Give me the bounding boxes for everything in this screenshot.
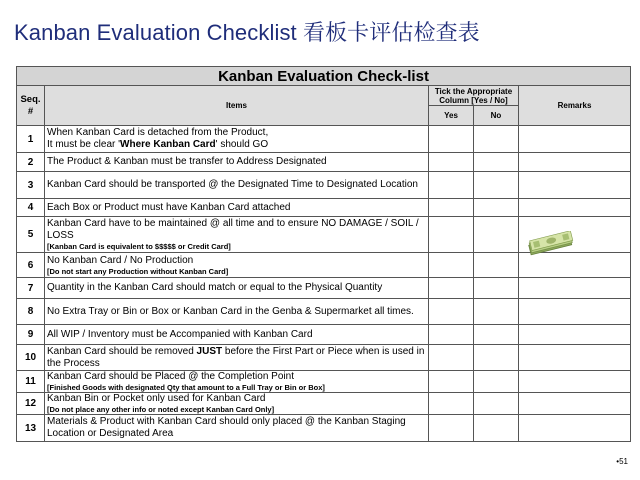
seq-cell: 4 [17,199,45,217]
no-cell[interactable] [474,325,519,345]
no-cell[interactable] [474,253,519,278]
table-row [17,415,631,442]
item-cell [45,415,429,442]
no-cell[interactable] [474,172,519,199]
yes-cell[interactable] [429,393,474,415]
no-header: No [474,106,519,126]
no-cell[interactable] [474,371,519,393]
yes-cell[interactable] [429,325,474,345]
remarks-cell[interactable] [519,126,631,153]
item-text: before the First Part or Piece when is used in the Process [47,345,425,369]
item-cell [45,325,429,345]
seq-cell: 6 [17,253,45,278]
item-bold-text: JUST [196,345,223,357]
item-cell [45,299,429,325]
no-cell[interactable] [474,217,519,253]
yes-cell[interactable] [429,278,474,299]
item-text: No Extra Tray or Bin or Box or Kanban Card in the Genba & Supermarket all times. [47,305,414,317]
remarks-cell[interactable] [519,172,631,199]
remarks-cell[interactable] [519,299,631,325]
slide-title: Kanban Evaluation Checklist 看板卡评估检查表 [14,20,480,45]
item-note: [Finished Goods with designated Qty that amount to a Full Tray or Bin or Box] [47,383,325,392]
item-cell [45,345,429,371]
table-row [17,199,631,217]
seq-cell: 12 [17,393,45,415]
item-cell [45,217,429,253]
yes-cell[interactable] [429,345,474,371]
item-cell [45,278,429,299]
item-note: [Do not place any other info or noted except Kanban Card Only] [47,405,275,414]
table-row [17,371,631,393]
table-row [17,172,631,199]
no-cell[interactable] [474,393,519,415]
remarks-cell[interactable] [519,199,631,217]
yes-cell[interactable] [429,253,474,278]
item-text: No Kanban Card / No Production [47,254,194,266]
remarks-cell[interactable] [519,153,631,172]
item-note: [Do not start any Production without Kanban Card] [47,266,229,276]
item-text: Kanban Bin or Pocket only used for Kanban Card [47,393,266,404]
seq-cell: 9 [17,325,45,345]
item-text: Each Box or Product must have Kanban Card attached [47,201,291,213]
no-cell[interactable] [474,299,519,325]
item-text: The Product & Kanban must be transfer to Address Designated [47,156,327,167]
item-text: Kanban Card should be Placed @ the Completion Point [47,371,294,382]
tick-header: Tick the Appropriate Column [Yes / No] [429,86,519,106]
no-cell[interactable] [474,199,519,217]
no-cell[interactable] [474,153,519,172]
item-bold-text: Where Kanban Card [120,139,216,150]
no-cell[interactable] [474,126,519,153]
item-text: Kanban Card should be transported @ the Designated Time to Designated Location [47,179,418,190]
remarks-header: Remarks [519,86,631,126]
yes-cell[interactable] [429,126,474,153]
remarks-cell[interactable] [519,278,631,299]
item-cell [45,153,429,172]
item-cell [45,393,429,415]
table-row [17,325,631,345]
item-text: All WIP / Inventory must be Accompanied with Kanban Card [47,328,313,340]
table-row [17,126,631,153]
item-text: Quantity in the Kanban Card should match or equal to the Physical Quantity [47,282,383,293]
no-cell[interactable] [474,415,519,442]
yes-cell[interactable] [429,217,474,253]
yes-cell[interactable] [429,199,474,217]
items-header: Items [45,86,429,126]
seq-cell: 13 [17,415,45,442]
table-row [17,278,631,299]
remarks-cell[interactable] [519,415,631,442]
item-cell [45,172,429,199]
seq-cell: 5 [17,217,45,253]
checklist-rows [17,126,631,442]
yes-cell[interactable] [429,371,474,393]
table-row [17,393,631,415]
item-note: [Kanban Card is equivalent to $$$$$ or Credit Card] [47,242,231,251]
item-cell [45,371,429,393]
money-stack-icon [526,231,574,257]
seq-cell: 7 [17,278,45,299]
item-text: Materials & Product with Kanban Card should only placed @ the Kanban Staging Location or Designated Area [47,416,406,439]
yes-header: Yes [429,106,474,126]
seq-cell: 11 [17,371,45,393]
remarks-cell[interactable] [519,371,631,393]
no-cell[interactable] [474,278,519,299]
item-text: When Kanban Card is detached from the Product, [47,127,269,138]
yes-cell[interactable] [429,172,474,199]
item-text: Kanban Card have to be maintained @ all time and to ensure NO DAMAGE / SOIL / LOSS [47,218,419,241]
no-cell[interactable] [474,345,519,371]
seq-cell: 10 [17,345,45,371]
remarks-cell[interactable] [519,345,631,371]
seq-header: Seq. # [17,86,45,126]
item-text: Kanban Card should be removed [47,345,197,357]
table-row [17,299,631,325]
table-row [17,153,631,172]
seq-cell: 2 [17,153,45,172]
table-title: Kanban Evaluation Check-list [17,67,631,86]
remarks-cell[interactable] [519,325,631,345]
item-cell [45,126,429,153]
item-cell [45,253,429,278]
item-text: ' should GO [215,139,269,150]
yes-cell[interactable] [429,415,474,442]
page-number: •51 [616,457,628,466]
yes-cell[interactable] [429,153,474,172]
item-text: It must be clear ' [47,139,121,150]
table-row [17,345,631,371]
seq-cell: 3 [17,172,45,199]
yes-cell[interactable] [429,299,474,325]
item-cell [45,199,429,217]
remarks-cell[interactable] [519,393,631,415]
seq-cell: 1 [17,126,45,153]
seq-cell: 8 [17,299,45,325]
